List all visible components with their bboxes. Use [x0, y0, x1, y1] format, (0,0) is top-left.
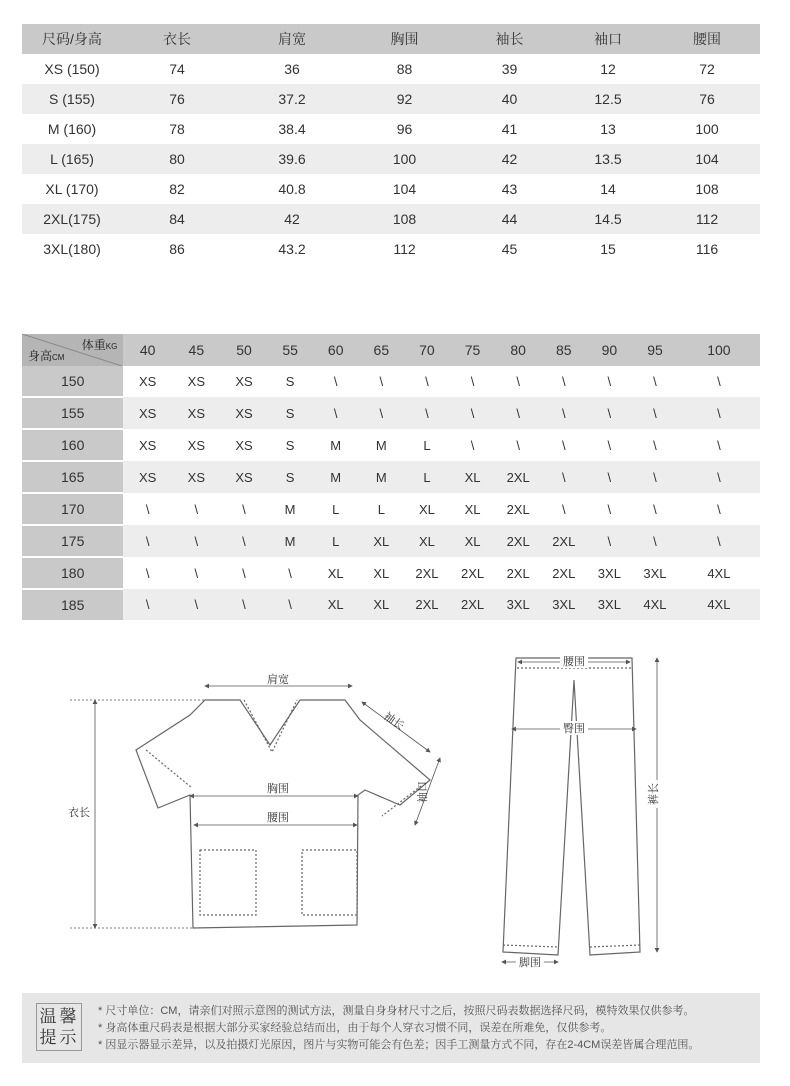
- size-label-cell: 3XL(180): [43, 241, 101, 257]
- recommended-size-cell: \: [653, 437, 657, 453]
- size-table-body: [22, 54, 760, 264]
- pants-waist-label: 腰围: [563, 655, 585, 668]
- measurement-cell: 100: [695, 121, 719, 137]
- recommended-size-cell: 2XL: [415, 565, 439, 581]
- corner-header-cell: [22, 334, 123, 366]
- measurement-cell: 37.2: [232, 84, 352, 114]
- recommended-size-cell: \: [632, 461, 678, 493]
- recommended-size-cell: M: [375, 437, 387, 453]
- recommended-size-cell: 4XL: [678, 589, 760, 620]
- recommended-size-cell: M: [313, 461, 359, 493]
- size-table-row: [22, 204, 760, 234]
- weight-header-cell: 90: [587, 334, 633, 366]
- height-weight-size-table: [22, 334, 760, 620]
- weight-header-cell: 70: [404, 334, 450, 366]
- recommended-size-cell: \: [653, 374, 657, 389]
- size-table-header-cell: 胸围: [352, 24, 457, 54]
- recommended-size-cell: \: [359, 397, 405, 429]
- measurement-cell: 39.6: [232, 144, 352, 174]
- recommended-size-cell: \: [541, 397, 587, 429]
- recommended-size-cell: 3XL: [495, 589, 541, 620]
- recommended-size-cell: M: [330, 437, 342, 453]
- pants-hip-label: 臀围: [563, 722, 585, 735]
- recommended-size-cell: \: [194, 501, 199, 517]
- recommended-size-cell: S: [285, 437, 295, 453]
- recommended-size-cell: \: [333, 374, 338, 389]
- recommended-size-cell: L: [332, 501, 340, 517]
- measurement-cell: 38.4: [278, 121, 306, 137]
- recommended-size-cell: XS: [139, 374, 157, 389]
- length-label: 衣长: [68, 806, 90, 819]
- recommended-size-cell: 4XL: [707, 565, 731, 581]
- size-table-row: [22, 144, 760, 174]
- recommended-size-cell: \: [632, 525, 678, 557]
- recommended-size-cell: XL: [404, 525, 450, 557]
- recommended-size-cell: \: [313, 397, 359, 429]
- chest-label: 胸围: [267, 782, 289, 795]
- recommended-size-cell: \: [145, 565, 150, 581]
- size-table-header-cell: 衣长: [122, 24, 232, 54]
- recommended-size-cell: \: [172, 525, 221, 557]
- measurement-cell: 12: [600, 61, 616, 77]
- height-cell: 175: [22, 525, 123, 557]
- size-table-header-cell: 袖口: [562, 24, 654, 54]
- measurement-cell: 13: [600, 121, 616, 137]
- height-row: [22, 429, 760, 461]
- recommended-size-cell: 3XL: [597, 565, 621, 581]
- measurement-cell: 108: [352, 204, 457, 234]
- recommended-size-cell: XS: [123, 397, 172, 429]
- recommended-size-cell: XL: [313, 589, 359, 620]
- recommended-size-cell: \: [717, 437, 721, 453]
- weight-header-row: [22, 334, 760, 366]
- weight-header-cell: 45: [172, 334, 221, 366]
- weight-header-cell: 60: [313, 334, 359, 366]
- recommended-size-cell: \: [561, 374, 566, 389]
- recommended-size-cell: XS: [172, 397, 221, 429]
- recommended-size-cell: XS: [172, 461, 221, 493]
- recommended-size-cell: 2XL: [495, 461, 541, 493]
- size-table-header-cell: 袖长: [457, 24, 562, 54]
- height-row: [22, 397, 760, 429]
- recommended-size-cell: \: [717, 374, 721, 389]
- height-row: [22, 366, 760, 397]
- tip-line: * 因显示器显示差异，以及拍摄灯光原因，图片与实物可能会有色差；因手工测量方式不同，存在2-4CM误差皆属合理范围。: [98, 1039, 700, 1051]
- tip-line: * 尺寸单位：CM，请亲们对照示意图的测试方法，测量自身身材尺寸之后，按照尺码表数据选择尺码，模特效果仅供参考。: [98, 1005, 695, 1017]
- measurement-cell: 92: [352, 84, 457, 114]
- height-cell: 160: [22, 429, 123, 461]
- recommended-size-cell: XS: [221, 397, 268, 429]
- recommended-size-cell: \: [653, 501, 657, 517]
- recommended-size-cell: XL: [418, 501, 435, 517]
- height-axis-label: 身高CM: [28, 349, 65, 363]
- weight-header-cell: 75: [450, 334, 496, 366]
- measurement-cell: 42: [232, 204, 352, 234]
- recommended-size-cell: 2XL: [506, 565, 530, 581]
- recommended-size-cell: XL: [450, 461, 496, 493]
- recommended-size-cell: 2XL: [506, 501, 530, 517]
- recommended-size-cell: \: [267, 589, 313, 620]
- measurement-cell: 84: [122, 204, 232, 234]
- measurement-cell: 76: [122, 84, 232, 114]
- size-label-cell: S (155): [22, 84, 122, 114]
- recommended-size-cell: 3XL: [643, 565, 667, 581]
- measurement-cell: 44: [457, 204, 562, 234]
- height-row: [22, 461, 760, 493]
- measurement-cell: 42: [457, 144, 562, 174]
- recommended-size-cell: S: [285, 374, 295, 389]
- size-label-cell: M (160): [47, 121, 97, 137]
- weight-header-cell: 85: [541, 334, 587, 366]
- measurement-cell: 104: [392, 181, 417, 197]
- weight-header-cell: 95: [632, 334, 678, 366]
- measurement-cell: 116: [695, 241, 719, 257]
- recommended-size-cell: \: [425, 374, 429, 389]
- size-table-header-cell: 肩宽: [232, 24, 352, 54]
- measurement-cell: 43: [501, 181, 518, 197]
- recommended-size-cell: \: [194, 565, 199, 581]
- measurement-cell: 112: [654, 204, 760, 234]
- weight-header-cell: 50: [221, 334, 268, 366]
- recommended-size-cell: \: [632, 397, 678, 429]
- recommended-size-cell: \: [450, 397, 496, 429]
- recommended-size-cell: \: [221, 589, 268, 620]
- recommended-size-cell: \: [541, 461, 587, 493]
- recommended-size-cell: \: [607, 437, 612, 453]
- recommended-size-cell: XS: [221, 461, 268, 493]
- recommended-size-cell: 3XL: [541, 589, 587, 620]
- measurement-cell: 82: [169, 181, 185, 197]
- weight-header-cell: 40: [123, 334, 172, 366]
- measurement-cell: 100: [352, 144, 457, 174]
- pants-length-label: 裤长: [647, 783, 660, 805]
- recommended-size-cell: \: [587, 461, 633, 493]
- measurement-diagram: [0, 630, 790, 990]
- size-label-cell: 2XL(175): [22, 204, 122, 234]
- pants-outline: [503, 658, 640, 955]
- recommended-size-cell: \: [123, 525, 172, 557]
- recommended-size-cell: \: [561, 437, 566, 453]
- recommended-size-cell: \: [123, 589, 172, 620]
- measurement-cell: 15: [600, 241, 616, 257]
- recommended-size-cell: \: [607, 501, 612, 517]
- measurement-cell: 72: [699, 61, 715, 77]
- tips-lines: [98, 1003, 758, 1054]
- sleeve-opening-label: 袖口: [416, 781, 429, 803]
- size-label-cell: XS (150): [44, 61, 100, 77]
- recommended-size-cell: M: [359, 461, 405, 493]
- tips-panel: [22, 993, 760, 1063]
- weight-header-cell: 65: [359, 334, 405, 366]
- recommended-size-cell: \: [587, 397, 633, 429]
- recommended-size-cell: L: [423, 437, 431, 453]
- recommended-size-cell: \: [516, 437, 520, 453]
- recommended-size-cell: \: [516, 374, 520, 389]
- recommended-size-cell: 2XL: [541, 525, 587, 557]
- measurement-cell: 76: [654, 84, 760, 114]
- recommended-size-cell: 3XL: [587, 589, 633, 620]
- measurement-cell: 74: [169, 61, 185, 77]
- measurement-cell: 96: [396, 121, 413, 137]
- measurement-cell: 43.2: [278, 241, 306, 257]
- measurement-cell: 41: [501, 121, 518, 137]
- recommended-size-cell: 2XL: [404, 589, 450, 620]
- recommended-size-cell: \: [470, 437, 475, 453]
- measurement-cell: 112: [393, 241, 416, 257]
- measurement-cell: 12.5: [562, 84, 654, 114]
- recommended-size-cell: L: [377, 501, 385, 517]
- recommended-size-cell: \: [221, 525, 268, 557]
- measurement-cell: 14: [600, 181, 616, 197]
- height-row: [22, 589, 760, 620]
- size-table-header-cell: 腰围: [654, 24, 760, 54]
- height-row: [22, 525, 760, 557]
- recommended-size-cell: \: [404, 397, 450, 429]
- recommended-size-cell: XL: [464, 501, 481, 517]
- pants-leg-opening-label: 脚围: [519, 956, 541, 969]
- measurement-cell: 14.5: [562, 204, 654, 234]
- recommended-size-cell: L: [404, 461, 450, 493]
- recommended-size-cell: \: [145, 501, 150, 517]
- recommended-size-cell: \: [495, 397, 541, 429]
- size-table-row: [22, 234, 760, 264]
- weight-header-cell: 100: [678, 334, 760, 366]
- recommended-size-cell: XS: [235, 374, 253, 389]
- height-cell: 170: [22, 493, 123, 525]
- recommended-size-cell: \: [242, 501, 246, 517]
- recommended-size-cell: 4XL: [632, 589, 678, 620]
- measurement-cell: 78: [169, 121, 185, 137]
- height-cell: 155: [22, 397, 123, 429]
- size-measurement-table: [22, 24, 760, 264]
- sleeve-length-label: 袖长: [381, 709, 407, 733]
- recommended-size-cell: \: [288, 565, 292, 581]
- size-table-header-cell: 尺码/身高: [22, 24, 122, 54]
- size-label-cell: L (165): [22, 144, 122, 174]
- recommended-size-cell: \: [587, 525, 633, 557]
- size-table-row: [22, 114, 760, 144]
- measurement-cell: 45: [501, 241, 518, 257]
- size-table-header: [22, 24, 760, 54]
- recommended-size-cell: XL: [359, 525, 405, 557]
- recommended-size-cell: XL: [450, 525, 496, 557]
- recommended-size-cell: 2XL: [450, 589, 496, 620]
- weight-table-body: [22, 366, 760, 620]
- measurement-cell: 80: [122, 144, 232, 174]
- measurement-cell: 40: [457, 84, 562, 114]
- measurement-cell: 39: [501, 61, 518, 77]
- recommended-size-cell: \: [678, 525, 760, 557]
- recommended-size-cell: \: [678, 397, 760, 429]
- recommended-size-cell: 2XL: [552, 565, 576, 581]
- recommended-size-cell: \: [561, 501, 566, 517]
- recommended-size-cell: \: [717, 501, 721, 517]
- measurement-cell: 108: [695, 181, 719, 197]
- tips-title: 温 馨 提 示: [36, 1003, 82, 1051]
- measurement-cell: 40.8: [278, 181, 306, 197]
- weight-header-cell: 80: [495, 334, 541, 366]
- measurement-cell: 86: [169, 241, 185, 257]
- recommended-size-cell: M: [284, 501, 296, 517]
- recommended-size-cell: \: [607, 374, 612, 389]
- recommended-size-cell: 2XL: [495, 525, 541, 557]
- recommended-size-cell: XL: [359, 589, 405, 620]
- size-table-row: [22, 174, 760, 204]
- size-table-row: [22, 54, 760, 84]
- recommended-size-cell: XS: [139, 437, 157, 453]
- weight-header-cell: 55: [267, 334, 313, 366]
- waist-label: 腰围: [267, 811, 289, 824]
- recommended-size-cell: S: [267, 397, 313, 429]
- recommended-size-cell: XS: [187, 374, 206, 389]
- height-cell: 180: [22, 557, 123, 589]
- recommended-size-cell: \: [379, 374, 384, 389]
- size-table-row: [22, 84, 760, 114]
- recommended-size-cell: 2XL: [460, 565, 485, 581]
- recommended-size-cell: L: [313, 525, 359, 557]
- height-cell: 165: [22, 461, 123, 493]
- height-row: [22, 557, 760, 589]
- recommended-size-cell: \: [470, 374, 475, 389]
- recommended-size-cell: XL: [327, 565, 344, 581]
- recommended-size-cell: S: [267, 461, 313, 493]
- tip-line: * 身高体重尺码表是根据大部分买家经验总结而出，由于每个人穿衣习惯不同，误差在所难免，仅供参考。: [98, 1022, 612, 1034]
- recommended-size-cell: XS: [187, 437, 206, 453]
- height-cell: 150: [22, 366, 123, 397]
- recommended-size-cell: XL: [373, 565, 390, 581]
- height-row: [22, 493, 760, 525]
- recommended-size-cell: M: [267, 525, 313, 557]
- measurement-cell: 104: [654, 144, 760, 174]
- recommended-size-cell: \: [172, 589, 221, 620]
- recommended-size-cell: XS: [235, 437, 253, 453]
- measurement-cell: 13.5: [562, 144, 654, 174]
- recommended-size-cell: \: [242, 565, 246, 581]
- measurement-cell: 88: [396, 61, 413, 77]
- measurement-cell: 36: [284, 61, 300, 77]
- size-label-cell: XL (170): [45, 181, 99, 197]
- recommended-size-cell: \: [678, 461, 760, 493]
- recommended-size-cell: XS: [123, 461, 172, 493]
- weight-axis-label: 体重KG: [81, 338, 118, 352]
- shoulder-label: 肩宽: [267, 673, 289, 686]
- height-cell: 185: [22, 589, 123, 620]
